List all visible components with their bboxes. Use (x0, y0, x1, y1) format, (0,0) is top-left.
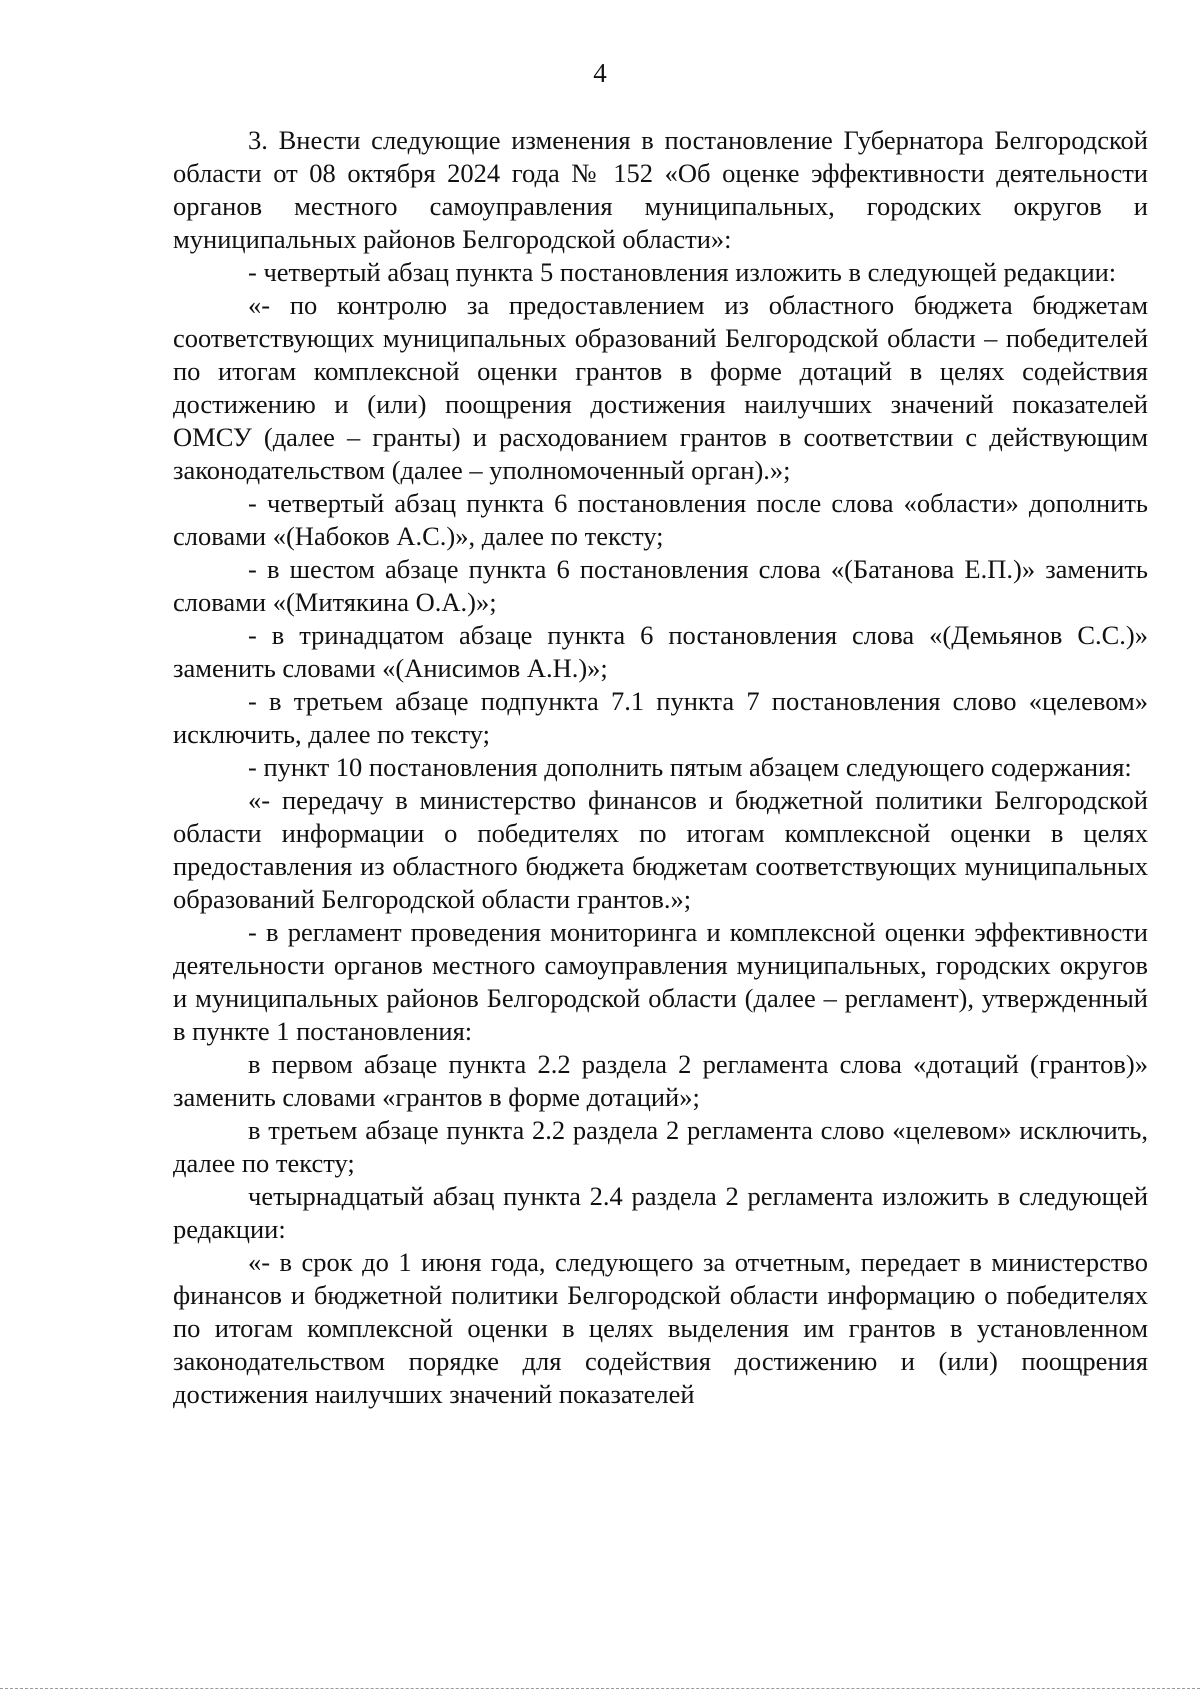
paragraph-item-6-sixth: - в шестом абзаце пункта 6 постановления слова «(Батанова Е.П.)» заменить словами «(Митякина О.А.)»; (173, 554, 1148, 617)
paragraph-subitem-7-1: - в третьем абзаце подпункта 7.1 пункта 7 постановления слово «целевом» исключить, далее по тексту; (173, 686, 1148, 749)
scan-edge-line (0, 1688, 1200, 1689)
paragraph-amendment-intro: 3. Внести следующие изменения в постановление Губернатора Белгородской области от 08 октября 2024 года № 152 «Об оценке эффективности деятельности органов местного самоуправления муниципальных, городских округов и муниципальных районов Белгородской области»: (173, 125, 1148, 254)
paragraph-regulation: - в регламент проведения мониторинга и комплексной оценки эффективности деятельности органов местного самоуправления муниципальных, городских округов и муниципальных районов Белгородской области (далее – регламент), утвержденный в пункте 1 постановления: (173, 917, 1148, 1046)
paragraph-regulation-2-4: четырнадцатый абзац пункта 2.4 раздела 2 регламента изложить в следующей редакции: (173, 1181, 1148, 1244)
paragraph-regulation-2-2-first: в первом абзаце пункта 2.2 раздела 2 регламента слова «дотаций (грантов)» заменить словами «грантов в форме дотаций»; (173, 1049, 1148, 1112)
paragraph-item-5-fourth: - четвертый абзац пункта 5 постановления изложить в следующей редакции: (248, 257, 1117, 287)
paragraph-item-10: - пункт 10 постановления дополнить пятым абзацем следующего содержания: (248, 752, 1132, 782)
paragraph-quoted-transfer: «- передачу в министерство финансов и бюджетной политики Белгородской области информации о победителях по итогам комплексной оценки в целях предоставления из областного бюджета бюджетам соответствующих муниципальных образований Белгородской области грантов.»; (173, 785, 1148, 914)
page-number: 4 (593, 58, 607, 88)
paragraph-item-6-fourth: - четвертый абзац пункта 6 постановления после слова «области» дополнить словами «(Набоков А.С.)», далее по тексту; (173, 488, 1148, 551)
paragraph-item-6-thirteenth: - в тринадцатом абзаце пункта 6 постановления слова «(Демьянов С.С.)» заменить словами «(Анисимов А.Н.)»; (173, 620, 1148, 683)
document-body (173, 124, 1148, 1411)
paragraph-regulation-2-2-third: в третьем абзаце пункта 2.2 раздела 2 регламента слово «целевом» исключить, далее по тексту; (173, 1115, 1148, 1178)
paragraph-quoted-control: «- по контролю за предоставлением из областного бюджета бюджетам соответствующих муниципальных образований Белгородской области – победителей по итогам комплексной оценки грантов в форме дотаций в целях содействия достижению и (или) поощрения достижения наилучших значений показателей ОМСУ (далее – гранты) и расходованием грантов в соответствии с действующим законодательством (далее – уполномоченный орган).»; (173, 290, 1148, 485)
paragraph-quoted-deadline: «- в срок до 1 июня года, следующего за отчетным, передает в министерство финансов и бюджетной политики Белгородской области информацию о победителях по итогам комплексной оценки в целях выделения им грантов в установленном законодательством порядке для содействия достижению и (или) поощрения достижения наилучших значений показателей (173, 1247, 1148, 1409)
